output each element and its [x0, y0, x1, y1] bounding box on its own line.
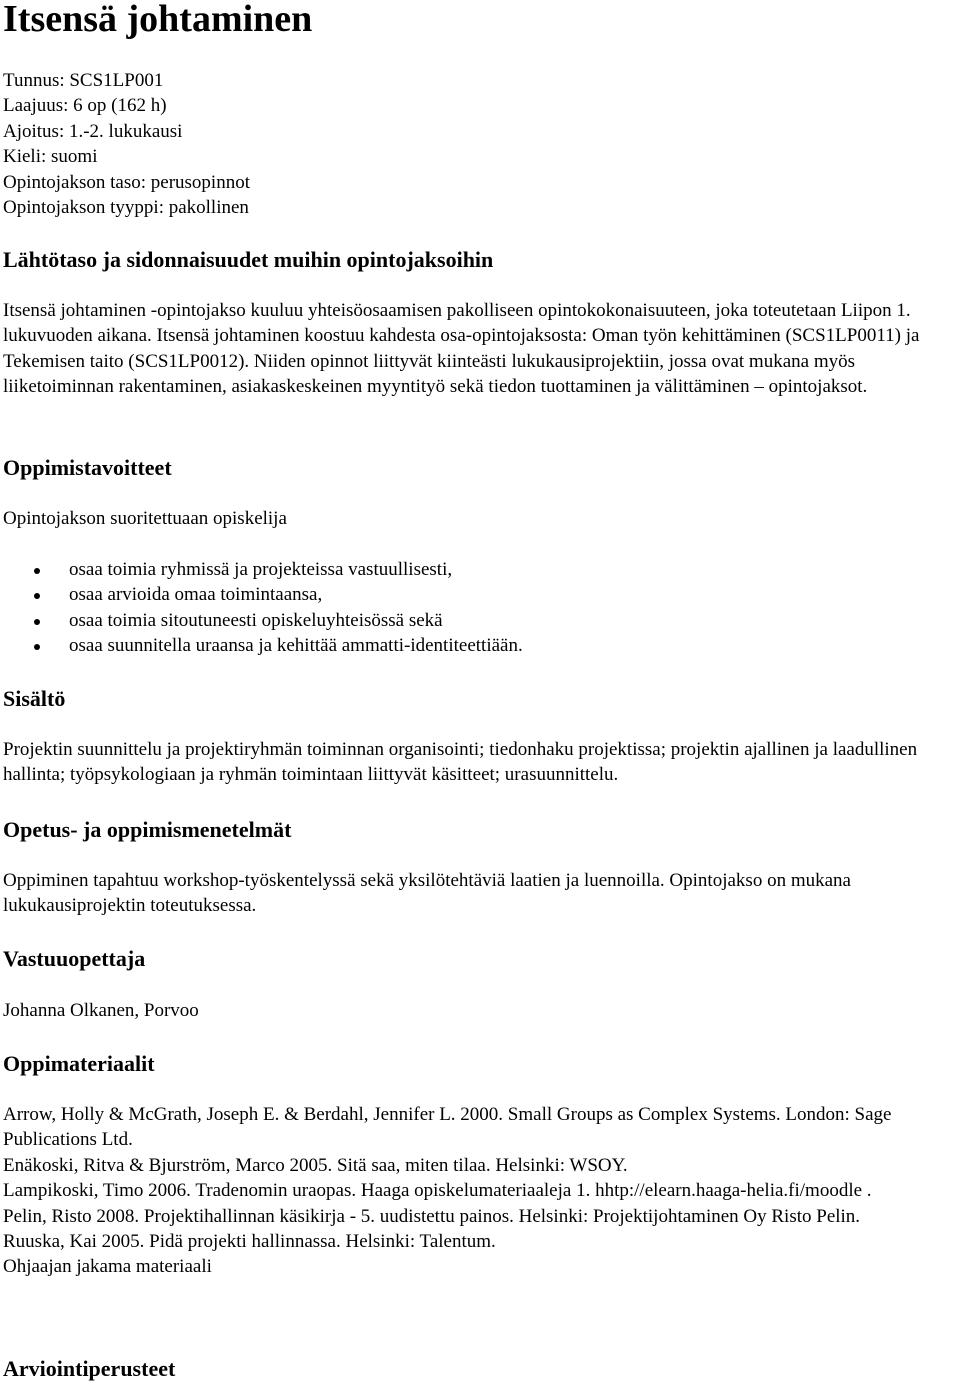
list-item [3, 633, 523, 658]
list-item-text: osaa toimia sitoutuneesti opiskeluyhteisössä sekä [69, 609, 443, 631]
meta-timing: Ajoitus: 1.-2. lukukausi [3, 120, 183, 142]
reference-item: Lampikoski, Timo 2006. Tradenomin uraopas. Haaga opiskelumateriaaleja 1. hhtp://elearn.haaga-helia.fi/moodle . [3, 1180, 872, 1202]
heading-oppimistavoitteet: Oppimistavoitteet [3, 455, 172, 480]
menetelmat-text: Oppiminen tapahtuu workshop-työskentelyssä sekä yksilötehtäviä laatien ja luennoilla. Opintojakso on mukana lukukausiprojektin toteutuksessa. [3, 870, 851, 917]
meta-level: Opintojakson taso: perusopinnot [3, 171, 250, 193]
bullet-icon [34, 593, 40, 599]
reference-item: Arrow, Holly & McGrath, Joseph E. & Berdahl, Jennifer L. 2000. Small Groups as Complex Systems. London: Sage Publications Ltd. [3, 1104, 892, 1151]
reference-item: Pelin, Risto 2008. Projektihallinnan käsikirja - 5. uudistettu painos. Helsinki: Projektijohtaminen Oy Risto Pelin. [3, 1205, 861, 1227]
lahtotaso-text: Itsensä johtaminen -opintojakso kuuluu yhteisöosaamisen pakolliseen opintokokonaisuuteen, joka toteutetaan Liipon 1. lukuvuoden aikana. Itsensä johtaminen koostuu kahdesta osa-opintojaksosta: Oman työn kehittäminen (SCS1LP0011) ja Tekemisen taito (SCS1LP0012). Niiden opinnot liittyvät kiinteästi lukukausiprojektiin, jossa ovat mukana myös liiketoiminnan rakentaminen, asiakaskeskeinen myyntityö sekä tiedon tuottaminen ja välittäminen – opintojaksot. [3, 300, 920, 398]
reference-item: Ohjaajan jakama materiaali [3, 1256, 212, 1278]
sisalto-text: Projektin suunnittelu ja projektiryhmän toiminnan organisointi; tiedonhaku projektissa; projektin ajallinen ja laadullinen hallinta; työpsykologiaan ja ryhmän toimintaan liittyvät käsitteet; urasuunnittelu. [3, 739, 918, 786]
reference-list [3, 1102, 957, 1280]
list-item [3, 582, 523, 607]
list-item-text: osaa arvioida omaa toimintaansa, [69, 584, 323, 606]
list-item-text: osaa toimia ryhmissä ja projekteissa vastuullisesti, [69, 559, 453, 580]
bullet-icon [34, 619, 40, 625]
heading-oppimateriaalit: Oppimateriaalit [3, 1051, 155, 1076]
course-meta [3, 68, 250, 220]
meta-type: Opintojakson tyyppi: pakollinen [3, 197, 249, 219]
meta-language: Kieli: suomi [3, 146, 98, 168]
heading-arviointi: Arviointiperusteet [3, 1356, 176, 1381]
heading-sisalto: Sisältö [3, 686, 66, 711]
meta-code: Tunnus: SCS1LP001 [3, 70, 164, 91]
heading-menetelmat: Opetus- ja oppimismenetelmät [3, 817, 292, 842]
list-item-text: osaa suunnitella uraansa ja kehittää ammatti-identiteettiään. [69, 635, 523, 657]
reference-item: Enäkoski, Ritva & Bjurström, Marco 2005. Sitä saa, miten tilaa. Helsinki: WSOY. [3, 1154, 628, 1176]
vastuuopettaja-text: Johanna Olkanen, Porvoo [3, 1000, 199, 1021]
learning-goals-list [3, 557, 523, 659]
list-item [3, 608, 523, 633]
heading-vastuuopettaja: Vastuuopettaja [3, 946, 146, 971]
reference-item: Ruuska, Kai 2005. Pidä projekti hallinnassa. Helsinki: Talentum. [3, 1231, 496, 1253]
page-title: Itsensä johtaminen [3, 0, 313, 40]
oppimistavoitteet-intro: Opintojakson suoritettuaan opiskelija [3, 508, 287, 529]
meta-credits: Laajuus: 6 op (162 h) [3, 95, 167, 117]
heading-lahtotaso: Lähtötaso ja sidonnaisuudet muihin opintojaksoihin [3, 247, 494, 272]
bullet-icon [34, 568, 40, 574]
bullet-icon [34, 644, 40, 650]
list-item [3, 557, 523, 582]
